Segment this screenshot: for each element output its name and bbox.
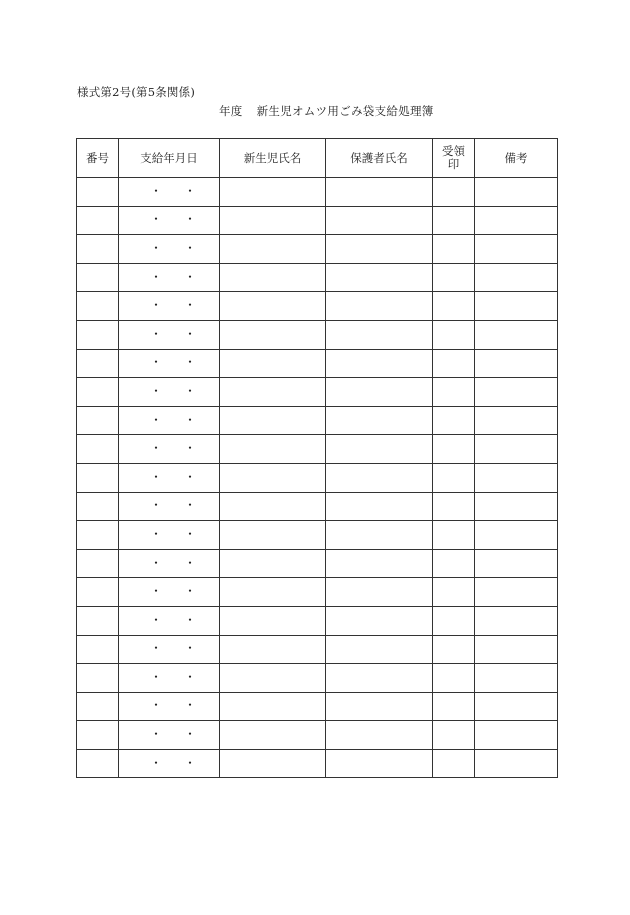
cell-supply-date[interactable] <box>119 206 220 235</box>
header-guardian-name: 保護者氏名 <box>326 139 433 178</box>
date-separators <box>147 269 197 284</box>
cell-newborn-name[interactable] <box>220 320 326 349</box>
date-separator-dot: ・ <box>150 526 163 541</box>
cell-remarks[interactable] <box>475 349 558 378</box>
cell-supply-date[interactable] <box>119 492 220 521</box>
cell-guardian-name[interactable] <box>326 521 433 550</box>
cell-receipt-seal[interactable] <box>433 664 475 693</box>
cell-newborn-name[interactable] <box>220 292 326 321</box>
form-number: 様式第2号(第5条関係) <box>77 85 196 99</box>
date-separators <box>147 469 197 484</box>
cell-supply-date[interactable] <box>119 178 220 207</box>
cell-number[interactable] <box>77 521 119 550</box>
cell-newborn-name[interactable] <box>220 492 326 521</box>
date-separator-dot: ・ <box>150 469 163 484</box>
date-separators <box>147 669 197 684</box>
cell-guardian-name[interactable] <box>326 606 433 635</box>
date-separators <box>147 555 197 570</box>
cell-remarks[interactable] <box>475 521 558 550</box>
cell-supply-date[interactable] <box>119 749 220 778</box>
date-separators <box>147 183 197 198</box>
cell-number[interactable] <box>77 349 119 378</box>
table-row <box>77 692 558 721</box>
cell-guardian-name[interactable] <box>326 463 433 492</box>
cell-guardian-name[interactable] <box>326 749 433 778</box>
cell-guardian-name[interactable] <box>326 664 433 693</box>
date-separators <box>147 383 197 398</box>
cell-remarks[interactable] <box>475 206 558 235</box>
date-separators <box>147 240 197 255</box>
cell-remarks[interactable] <box>475 492 558 521</box>
cell-supply-date[interactable] <box>119 549 220 578</box>
cell-guardian-name[interactable] <box>326 378 433 407</box>
cell-guardian-name[interactable] <box>326 721 433 750</box>
cell-newborn-name[interactable] <box>220 463 326 492</box>
cell-receipt-seal[interactable] <box>433 435 475 464</box>
date-separator-dot: ・ <box>150 383 163 398</box>
table-row <box>77 635 558 664</box>
date-separator-dot: ・ <box>184 698 197 713</box>
cell-number[interactable] <box>77 606 119 635</box>
date-separator-dot: ・ <box>150 727 163 742</box>
cell-guardian-name[interactable] <box>326 406 433 435</box>
cell-guardian-name[interactable] <box>326 349 433 378</box>
header-receipt-seal-bottom: 印 <box>447 157 460 171</box>
cell-supply-date[interactable] <box>119 692 220 721</box>
date-separator-dot: ・ <box>184 298 197 313</box>
header-remarks: 備考 <box>475 139 558 178</box>
date-separator-dot: ・ <box>150 355 163 370</box>
cell-supply-date[interactable] <box>119 721 220 750</box>
cell-guardian-name[interactable] <box>326 578 433 607</box>
supply-ledger-table <box>76 138 558 778</box>
cell-supply-date[interactable] <box>119 235 220 264</box>
cell-remarks[interactable] <box>475 378 558 407</box>
cell-receipt-seal[interactable] <box>433 463 475 492</box>
cell-receipt-seal[interactable] <box>433 349 475 378</box>
table-row <box>77 492 558 521</box>
table-row <box>77 320 558 349</box>
cell-number[interactable] <box>77 235 119 264</box>
cell-newborn-name[interactable] <box>220 749 326 778</box>
cell-supply-date[interactable] <box>119 606 220 635</box>
cell-number[interactable] <box>77 292 119 321</box>
cell-newborn-name[interactable] <box>220 692 326 721</box>
cell-remarks[interactable] <box>475 578 558 607</box>
table-row <box>77 206 558 235</box>
cell-guardian-name[interactable] <box>326 263 433 292</box>
cell-newborn-name[interactable] <box>220 635 326 664</box>
cell-remarks[interactable] <box>475 435 558 464</box>
date-separator-dot: ・ <box>150 412 163 427</box>
cell-receipt-seal[interactable] <box>433 521 475 550</box>
cell-receipt-seal[interactable] <box>433 378 475 407</box>
cell-remarks[interactable] <box>475 406 558 435</box>
cell-guardian-name[interactable] <box>326 635 433 664</box>
cell-receipt-seal[interactable] <box>433 492 475 521</box>
date-separators <box>147 298 197 313</box>
cell-receipt-seal[interactable] <box>433 263 475 292</box>
cell-remarks[interactable] <box>475 178 558 207</box>
date-separator-dot: ・ <box>150 441 163 456</box>
date-separators <box>147 498 197 513</box>
date-separators <box>147 212 197 227</box>
cell-guardian-name[interactable] <box>326 178 433 207</box>
cell-number[interactable] <box>77 492 119 521</box>
date-separator-dot: ・ <box>184 212 197 227</box>
title-main: 新生児オムツ用ごみ袋支給処理簿 <box>256 104 434 118</box>
cell-guardian-name[interactable] <box>326 492 433 521</box>
cell-newborn-name[interactable] <box>220 406 326 435</box>
header-row <box>77 139 558 178</box>
date-separators <box>147 412 197 427</box>
date-separator-dot: ・ <box>150 183 163 198</box>
date-separators <box>147 584 197 599</box>
date-separators <box>147 641 197 656</box>
cell-remarks[interactable] <box>475 235 558 264</box>
date-separator-dot: ・ <box>184 441 197 456</box>
cell-number[interactable] <box>77 378 119 407</box>
cell-receipt-seal[interactable] <box>433 406 475 435</box>
date-separators <box>147 755 197 770</box>
date-separators <box>147 526 197 541</box>
date-separator-dot: ・ <box>184 526 197 541</box>
date-separator-dot: ・ <box>150 612 163 627</box>
cell-supply-date[interactable] <box>119 263 220 292</box>
date-separator-dot: ・ <box>184 240 197 255</box>
table-row <box>77 664 558 693</box>
table-row <box>77 178 558 207</box>
date-separator-dot: ・ <box>150 698 163 713</box>
cell-receipt-seal[interactable] <box>433 721 475 750</box>
table-row <box>77 292 558 321</box>
cell-guardian-name[interactable] <box>326 292 433 321</box>
date-separator-dot: ・ <box>184 612 197 627</box>
cell-number[interactable] <box>77 435 119 464</box>
cell-receipt-seal[interactable] <box>433 178 475 207</box>
date-separators <box>147 355 197 370</box>
cell-supply-date[interactable] <box>119 292 220 321</box>
cell-receipt-seal[interactable] <box>433 235 475 264</box>
date-separator-dot: ・ <box>184 727 197 742</box>
cell-newborn-name[interactable] <box>220 178 326 207</box>
cell-remarks[interactable] <box>475 664 558 693</box>
table-row <box>77 749 558 778</box>
table-row <box>77 263 558 292</box>
date-separator-dot: ・ <box>184 269 197 284</box>
cell-supply-date[interactable] <box>119 406 220 435</box>
cell-remarks[interactable] <box>475 549 558 578</box>
cell-number[interactable] <box>77 549 119 578</box>
cell-number[interactable] <box>77 635 119 664</box>
date-separators <box>147 326 197 341</box>
table-row <box>77 549 558 578</box>
cell-supply-date[interactable] <box>119 664 220 693</box>
cell-newborn-name[interactable] <box>220 435 326 464</box>
date-separator-dot: ・ <box>184 755 197 770</box>
date-separator-dot: ・ <box>184 469 197 484</box>
cell-receipt-seal[interactable] <box>433 692 475 721</box>
cell-newborn-name[interactable] <box>220 349 326 378</box>
table-row <box>77 463 558 492</box>
cell-remarks[interactable] <box>475 721 558 750</box>
cell-remarks[interactable] <box>475 692 558 721</box>
date-separator-dot: ・ <box>150 240 163 255</box>
date-separator-dot: ・ <box>150 326 163 341</box>
header-receipt-seal-top: 受領 <box>442 144 465 158</box>
date-separator-dot: ・ <box>150 212 163 227</box>
cell-number[interactable] <box>77 749 119 778</box>
title-fiscal-year: 年度 <box>219 104 243 118</box>
table-row <box>77 406 558 435</box>
cell-newborn-name[interactable] <box>220 206 326 235</box>
cell-supply-date[interactable] <box>119 435 220 464</box>
cell-remarks[interactable] <box>475 749 558 778</box>
cell-receipt-seal[interactable] <box>433 749 475 778</box>
table-row <box>77 578 558 607</box>
cell-newborn-name[interactable] <box>220 263 326 292</box>
cell-guardian-name[interactable] <box>326 692 433 721</box>
cell-newborn-name[interactable] <box>220 721 326 750</box>
cell-number[interactable] <box>77 263 119 292</box>
date-separator-dot: ・ <box>184 326 197 341</box>
cell-supply-date[interactable] <box>119 378 220 407</box>
header-newborn-name: 新生児氏名 <box>220 139 326 178</box>
cell-supply-date[interactable] <box>119 521 220 550</box>
cell-number[interactable] <box>77 692 119 721</box>
cell-number[interactable] <box>77 463 119 492</box>
date-separator-dot: ・ <box>150 755 163 770</box>
date-separator-dot: ・ <box>184 412 197 427</box>
cell-newborn-name[interactable] <box>220 606 326 635</box>
header-receipt-seal <box>433 139 475 178</box>
cell-receipt-seal[interactable] <box>433 549 475 578</box>
date-separator-dot: ・ <box>184 641 197 656</box>
date-separator-dot: ・ <box>184 183 197 198</box>
header-supply-date: 支給年月日 <box>119 139 220 178</box>
date-separator-dot: ・ <box>150 584 163 599</box>
cell-receipt-seal[interactable] <box>433 206 475 235</box>
cell-newborn-name[interactable] <box>220 521 326 550</box>
cell-number[interactable] <box>77 406 119 435</box>
date-separator-dot: ・ <box>150 498 163 513</box>
table-row <box>77 349 558 378</box>
cell-remarks[interactable] <box>475 292 558 321</box>
table-row <box>77 721 558 750</box>
date-separator-dot: ・ <box>184 555 197 570</box>
cell-remarks[interactable] <box>475 606 558 635</box>
cell-number[interactable] <box>77 178 119 207</box>
date-separators <box>147 727 197 742</box>
header-number: 番号 <box>77 139 119 178</box>
cell-newborn-name[interactable] <box>220 664 326 693</box>
cell-guardian-name[interactable] <box>326 549 433 578</box>
cell-receipt-seal[interactable] <box>433 320 475 349</box>
cell-guardian-name[interactable] <box>326 435 433 464</box>
cell-supply-date[interactable] <box>119 349 220 378</box>
cell-number[interactable] <box>77 721 119 750</box>
cell-remarks[interactable] <box>475 320 558 349</box>
cell-supply-date[interactable] <box>119 635 220 664</box>
date-separator-dot: ・ <box>150 298 163 313</box>
cell-supply-date[interactable] <box>119 463 220 492</box>
date-separator-dot: ・ <box>150 555 163 570</box>
table-row <box>77 606 558 635</box>
cell-newborn-name[interactable] <box>220 578 326 607</box>
cell-guardian-name[interactable] <box>326 235 433 264</box>
date-separators <box>147 612 197 627</box>
ledger-body <box>77 178 558 778</box>
date-separator-dot: ・ <box>184 383 197 398</box>
cell-receipt-seal[interactable] <box>433 606 475 635</box>
date-separator-dot: ・ <box>150 641 163 656</box>
table-row <box>77 521 558 550</box>
cell-guardian-name[interactable] <box>326 206 433 235</box>
cell-number[interactable] <box>77 578 119 607</box>
cell-supply-date[interactable] <box>119 320 220 349</box>
date-separator-dot: ・ <box>184 584 197 599</box>
table-row <box>77 235 558 264</box>
date-separator-dot: ・ <box>184 355 197 370</box>
cell-remarks[interactable] <box>475 463 558 492</box>
cell-supply-date[interactable] <box>119 578 220 607</box>
date-separator-dot: ・ <box>150 269 163 284</box>
cell-remarks[interactable] <box>475 263 558 292</box>
cell-receipt-seal[interactable] <box>433 578 475 607</box>
cell-guardian-name[interactable] <box>326 320 433 349</box>
document-title <box>219 103 434 119</box>
cell-number[interactable] <box>77 664 119 693</box>
cell-newborn-name[interactable] <box>220 235 326 264</box>
table-row <box>77 435 558 464</box>
date-separator-dot: ・ <box>184 669 197 684</box>
cell-receipt-seal[interactable] <box>433 292 475 321</box>
cell-number[interactable] <box>77 206 119 235</box>
date-separators <box>147 441 197 456</box>
cell-newborn-name[interactable] <box>220 549 326 578</box>
date-separator-dot: ・ <box>184 498 197 513</box>
cell-receipt-seal[interactable] <box>433 635 475 664</box>
cell-number[interactable] <box>77 320 119 349</box>
cell-remarks[interactable] <box>475 635 558 664</box>
date-separators <box>147 698 197 713</box>
table-row <box>77 378 558 407</box>
cell-newborn-name[interactable] <box>220 378 326 407</box>
date-separator-dot: ・ <box>150 669 163 684</box>
